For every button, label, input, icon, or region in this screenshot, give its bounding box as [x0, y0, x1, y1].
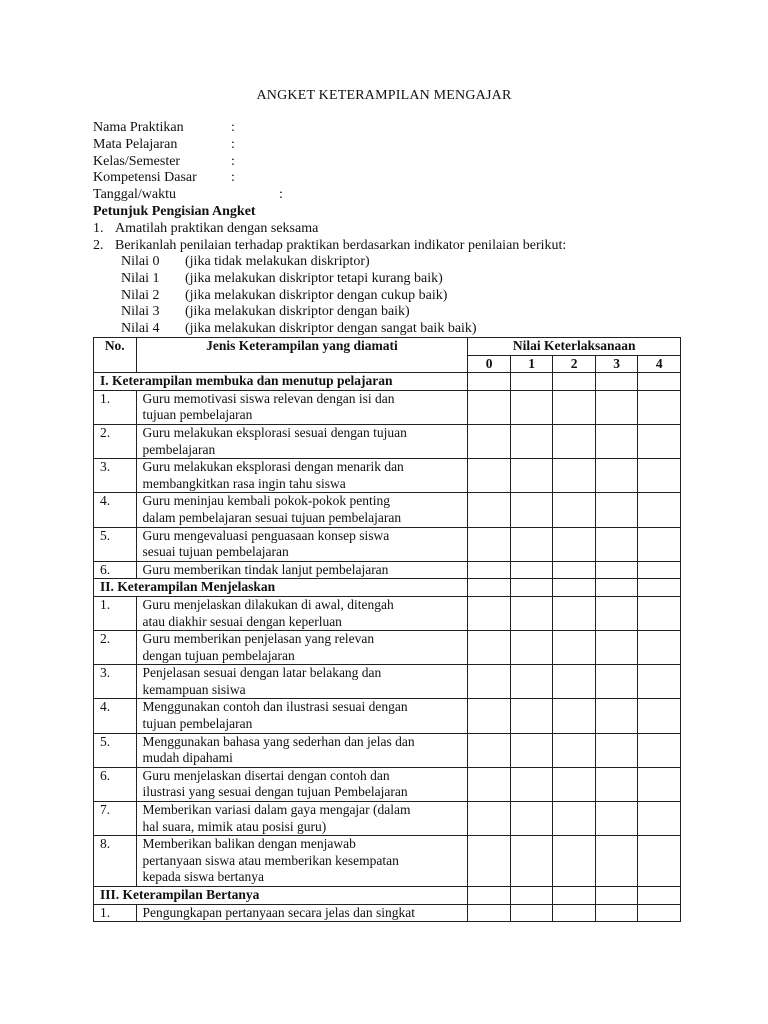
item-description [136, 424, 468, 458]
score-cell-0[interactable] [468, 424, 511, 458]
table-row [94, 459, 681, 493]
score-cell-1[interactable] [510, 665, 553, 699]
score-cell-1[interactable] [510, 767, 553, 801]
item-description-line: tujuan pembelajaran [142, 407, 253, 423]
table-row [94, 493, 681, 527]
item-number: 2. [94, 424, 137, 458]
item-description-line: Menggunakan contoh dan ilustrasi sesuai dengan [142, 699, 408, 715]
score-cell-2[interactable] [553, 733, 596, 767]
score-cell-2[interactable] [553, 527, 596, 561]
section-score-cell [638, 887, 681, 905]
item-description-line: Guru mengevaluasi penguasaan konsep siswa [142, 527, 390, 543]
field-colon: : [231, 170, 235, 186]
score-cell-0[interactable] [468, 699, 511, 733]
score-cell-3[interactable] [595, 631, 638, 665]
score-cell-0[interactable] [468, 836, 511, 887]
field-tanggal-waktu [93, 187, 693, 204]
table-row [94, 733, 681, 767]
score-cell-3[interactable] [595, 561, 638, 579]
score-cell-1[interactable] [510, 733, 553, 767]
document-title: ANGKET KETERAMPILAN MENGAJAR [256, 88, 512, 103]
field-kompetensi-dasar [93, 170, 693, 187]
section-score-cell [595, 579, 638, 597]
score-cell-0[interactable] [468, 904, 511, 922]
section-score-cell [638, 373, 681, 391]
table-row [94, 836, 681, 887]
score-cell-1[interactable] [510, 802, 553, 836]
section-score-cell [510, 373, 553, 391]
item-description-line: atau diakhir sesuai dengan keperluan [142, 613, 342, 629]
score-cell-3[interactable] [595, 527, 638, 561]
score-cell-2[interactable] [553, 802, 596, 836]
step-number: 2. [93, 237, 104, 253]
section-title: II. Keterampilan Menjelaskan [94, 579, 468, 597]
score-cell-4[interactable] [638, 904, 681, 922]
score-cell-3[interactable] [595, 836, 638, 887]
item-description-line: membangkitkan rasa ingin tahu siswa [142, 475, 346, 491]
score-cell-1[interactable] [510, 424, 553, 458]
scale-description: (jika melakukan diskriptor dengan sangat baik baik) [185, 321, 477, 337]
score-cell-0[interactable] [468, 733, 511, 767]
item-description-line: kepada siswa bertanya [142, 869, 264, 885]
item-number: 5. [94, 527, 137, 561]
scale-value: Nilai 3 [121, 304, 160, 320]
score-cell-3[interactable] [595, 767, 638, 801]
scale-row [121, 288, 541, 305]
field-label: Kompetensi Dasar [93, 170, 197, 186]
score-cell-4[interactable] [638, 699, 681, 733]
item-description [136, 561, 468, 579]
section-header-row [94, 887, 681, 905]
score-cell-2[interactable] [553, 767, 596, 801]
field-label: Tanggal/waktu [93, 187, 176, 203]
score-cell-2[interactable] [553, 493, 596, 527]
score-cell-3[interactable] [595, 699, 638, 733]
item-description-line: Memberikan variasi dalam gaya mengajar (dalam [142, 802, 411, 818]
table-row [94, 699, 681, 733]
header-score-4: 4 [638, 355, 681, 373]
score-cell-3[interactable] [595, 733, 638, 767]
scale-value: Nilai 0 [121, 254, 160, 269]
table-row [94, 527, 681, 561]
table-row [94, 561, 681, 579]
item-description-line: sesuai tujuan pembelajaran [142, 544, 289, 560]
item-number: 6. [94, 767, 137, 801]
score-cell-0[interactable] [468, 631, 511, 665]
score-cell-3[interactable] [595, 390, 638, 424]
header-score-3: 3 [595, 355, 638, 373]
item-description-line: Guru memberikan tindak lanjut pembelajaran [142, 561, 389, 577]
scale-value: Nilai 1 [121, 270, 160, 286]
score-cell-4[interactable] [638, 561, 681, 579]
score-cell-2[interactable] [553, 459, 596, 493]
score-cell-4[interactable] [638, 767, 681, 801]
header-nilai-keterlaksanaan: Nilai Keterlaksanaan [468, 338, 681, 356]
score-cell-2[interactable] [553, 665, 596, 699]
score-cell-4[interactable] [638, 424, 681, 458]
field-colon: : [231, 120, 235, 135]
score-cell-3[interactable] [595, 665, 638, 699]
score-cell-4[interactable] [638, 665, 681, 699]
section-score-cell [510, 887, 553, 905]
scale-description: (jika tidak melakukan diskriptor) [185, 254, 370, 269]
table-row [94, 596, 681, 630]
score-cell-0[interactable] [468, 561, 511, 579]
section-score-cell [468, 887, 511, 905]
field-kelas-semester [93, 154, 693, 171]
item-number: 7. [94, 802, 137, 836]
scale-description: (jika melakukan diskriptor tetapi kurang baik) [185, 270, 443, 286]
score-cell-0[interactable] [468, 493, 511, 527]
item-description [136, 459, 468, 493]
item-description [136, 733, 468, 767]
section-score-cell [468, 579, 511, 597]
scale-row [121, 254, 541, 271]
instructions-heading: Petunjuk Pengisian Angket [93, 204, 256, 219]
score-cell-3[interactable] [595, 459, 638, 493]
score-cell-4[interactable] [638, 459, 681, 493]
section-score-cell [638, 579, 681, 597]
score-cell-4[interactable] [638, 802, 681, 836]
assessment-table [93, 337, 681, 922]
score-cell-1[interactable] [510, 527, 553, 561]
item-description-line: pertanyaan siswa atau memberikan kesempatan [142, 852, 399, 868]
item-description-line: Pengungkapan pertanyaan secara jelas dan singkat [142, 904, 416, 920]
table-row [94, 802, 681, 836]
item-number: 1. [94, 904, 137, 922]
field-label: Nama Praktikan [93, 120, 184, 135]
score-cell-1[interactable] [510, 904, 553, 922]
item-description [136, 699, 468, 733]
score-cell-2[interactable] [553, 561, 596, 579]
header-score-1: 1 [510, 355, 553, 373]
item-description [136, 631, 468, 665]
scale-description: (jika melakukan diskriptor dengan baik) [185, 304, 410, 320]
item-description-line: dalam pembelajaran sesuai tujuan pembelajaran [142, 509, 402, 525]
score-cell-3[interactable] [595, 802, 638, 836]
scale-value: Nilai 4 [121, 321, 160, 337]
item-number: 3. [94, 665, 137, 699]
section-score-cell [553, 579, 596, 597]
section-score-cell [468, 373, 511, 391]
item-description-line: Guru melakukan eksplorasi dengan menarik dan [142, 459, 404, 475]
item-number: 4. [94, 699, 137, 733]
item-description-line: pembelajaran [142, 441, 216, 457]
field-nama-praktikan [93, 120, 693, 137]
score-cell-4[interactable] [638, 493, 681, 527]
section-score-cell [553, 887, 596, 905]
score-cell-3[interactable] [595, 596, 638, 630]
item-number: 3. [94, 459, 137, 493]
item-number: 5. [94, 733, 137, 767]
section-score-cell [595, 887, 638, 905]
score-cell-4[interactable] [638, 733, 681, 767]
score-cell-1[interactable] [510, 596, 553, 630]
item-number: 4. [94, 493, 137, 527]
score-cell-3[interactable] [595, 904, 638, 922]
score-cell-3[interactable] [595, 424, 638, 458]
score-cell-0[interactable] [468, 459, 511, 493]
identity-fields [93, 120, 693, 204]
section-header-row [94, 579, 681, 597]
item-description-line: kemampuan sisiwa [142, 681, 246, 697]
section-score-cell [510, 579, 553, 597]
section-score-cell [595, 373, 638, 391]
score-cell-2[interactable] [553, 424, 596, 458]
score-cell-1[interactable] [510, 390, 553, 424]
item-number: 8. [94, 836, 137, 887]
item-description [136, 904, 468, 922]
item-description [136, 836, 468, 887]
header-no: No. [94, 338, 137, 373]
item-number: 2. [94, 631, 137, 665]
item-number: 1. [94, 390, 137, 424]
scale-row [121, 271, 541, 288]
item-description-line: tujuan pembelajaran [142, 716, 253, 732]
section-header-row [94, 373, 681, 391]
score-cell-4[interactable] [638, 596, 681, 630]
rating-scale-legend [121, 254, 541, 338]
score-cell-1[interactable] [510, 631, 553, 665]
item-description-line: ilustrasi yang sesuai dengan tujuan Pembelajaran [142, 784, 408, 800]
item-description-line: Memberikan balikan dengan menjawab [142, 836, 356, 852]
table-row [94, 665, 681, 699]
score-cell-4[interactable] [638, 836, 681, 887]
score-cell-1[interactable] [510, 699, 553, 733]
score-cell-1[interactable] [510, 493, 553, 527]
score-cell-2[interactable] [553, 596, 596, 630]
item-description-line: Guru menjelaskan disertai dengan contoh dan [142, 767, 390, 783]
score-cell-0[interactable] [468, 802, 511, 836]
table-row [94, 767, 681, 801]
score-cell-2[interactable] [553, 904, 596, 922]
item-description [136, 390, 468, 424]
item-description-line: Menggunakan bahasa yang sederhan dan jelas dan [142, 733, 415, 749]
field-colon: : [231, 153, 235, 169]
score-cell-0[interactable] [468, 665, 511, 699]
header-score-2: 2 [553, 355, 596, 373]
score-cell-2[interactable] [553, 390, 596, 424]
table-body [94, 373, 681, 922]
step-text: Berikanlah penilaian terhadap praktikan berdasarkan indikator penilaian berikut: [115, 237, 567, 253]
score-cell-0[interactable] [468, 390, 511, 424]
score-cell-1[interactable] [510, 561, 553, 579]
score-cell-1[interactable] [510, 836, 553, 887]
item-description [136, 596, 468, 630]
header-jenis-keterampilan: Jenis Keterampilan yang diamati [136, 338, 468, 373]
score-cell-2[interactable] [553, 699, 596, 733]
score-cell-4[interactable] [638, 390, 681, 424]
field-colon: : [279, 187, 283, 203]
item-description-line: dengan tujuan pembelajaran [142, 647, 295, 663]
item-description [136, 527, 468, 561]
score-cell-1[interactable] [510, 459, 553, 493]
item-description-line: Guru melakukan eksplorasi sesuai dengan tujuan [142, 424, 407, 440]
step-number: 1. [93, 221, 104, 236]
scale-row [121, 304, 541, 321]
field-label: Kelas/Semester [93, 153, 181, 169]
score-cell-0[interactable] [468, 527, 511, 561]
score-cell-3[interactable] [595, 493, 638, 527]
table-row [94, 390, 681, 424]
score-cell-4[interactable] [638, 527, 681, 561]
item-description [136, 767, 468, 801]
scale-value: Nilai 2 [121, 287, 160, 303]
table-row [94, 904, 681, 922]
item-description-line: Penjelasan sesuai dengan latar belakang dan [142, 665, 382, 681]
section-score-cell [553, 373, 596, 391]
item-description [136, 802, 468, 836]
section-title: III. Keterampilan Bertanya [94, 887, 468, 905]
header-score-0: 0 [468, 355, 511, 373]
item-number: 6. [94, 561, 137, 579]
section-title: I. Keterampilan membuka dan menutup pelajaran [94, 373, 468, 391]
score-cell-0[interactable] [468, 596, 511, 630]
item-description [136, 665, 468, 699]
scale-description: (jika melakukan diskriptor dengan cukup baik) [185, 287, 448, 303]
table-row [94, 424, 681, 458]
field-label: Mata Pelajaran [93, 136, 178, 152]
score-cell-4[interactable] [638, 631, 681, 665]
item-description-line: Guru memotivasi siswa relevan dengan isi dan [142, 390, 395, 406]
field-mata-pelajaran [93, 137, 693, 154]
item-description [136, 493, 468, 527]
item-number: 1. [94, 596, 137, 630]
item-description-line: Guru meninjau kembali pokok-pokok penting [142, 493, 390, 509]
score-cell-2[interactable] [553, 836, 596, 887]
item-description-line: Guru memberikan penjelasan yang relevan [142, 631, 375, 647]
field-colon: : [231, 136, 235, 152]
item-description-line: Guru menjelaskan dilakukan di awal, ditengah [142, 596, 394, 612]
item-description-line: hal suara, mimik atau posisi guru) [142, 818, 327, 834]
item-description-line: mudah dipahami [142, 750, 233, 766]
table-row [94, 631, 681, 665]
scale-row [121, 321, 541, 338]
score-cell-0[interactable] [468, 767, 511, 801]
step-text: Amatilah praktikan dengan seksama [115, 221, 319, 236]
score-cell-2[interactable] [553, 631, 596, 665]
